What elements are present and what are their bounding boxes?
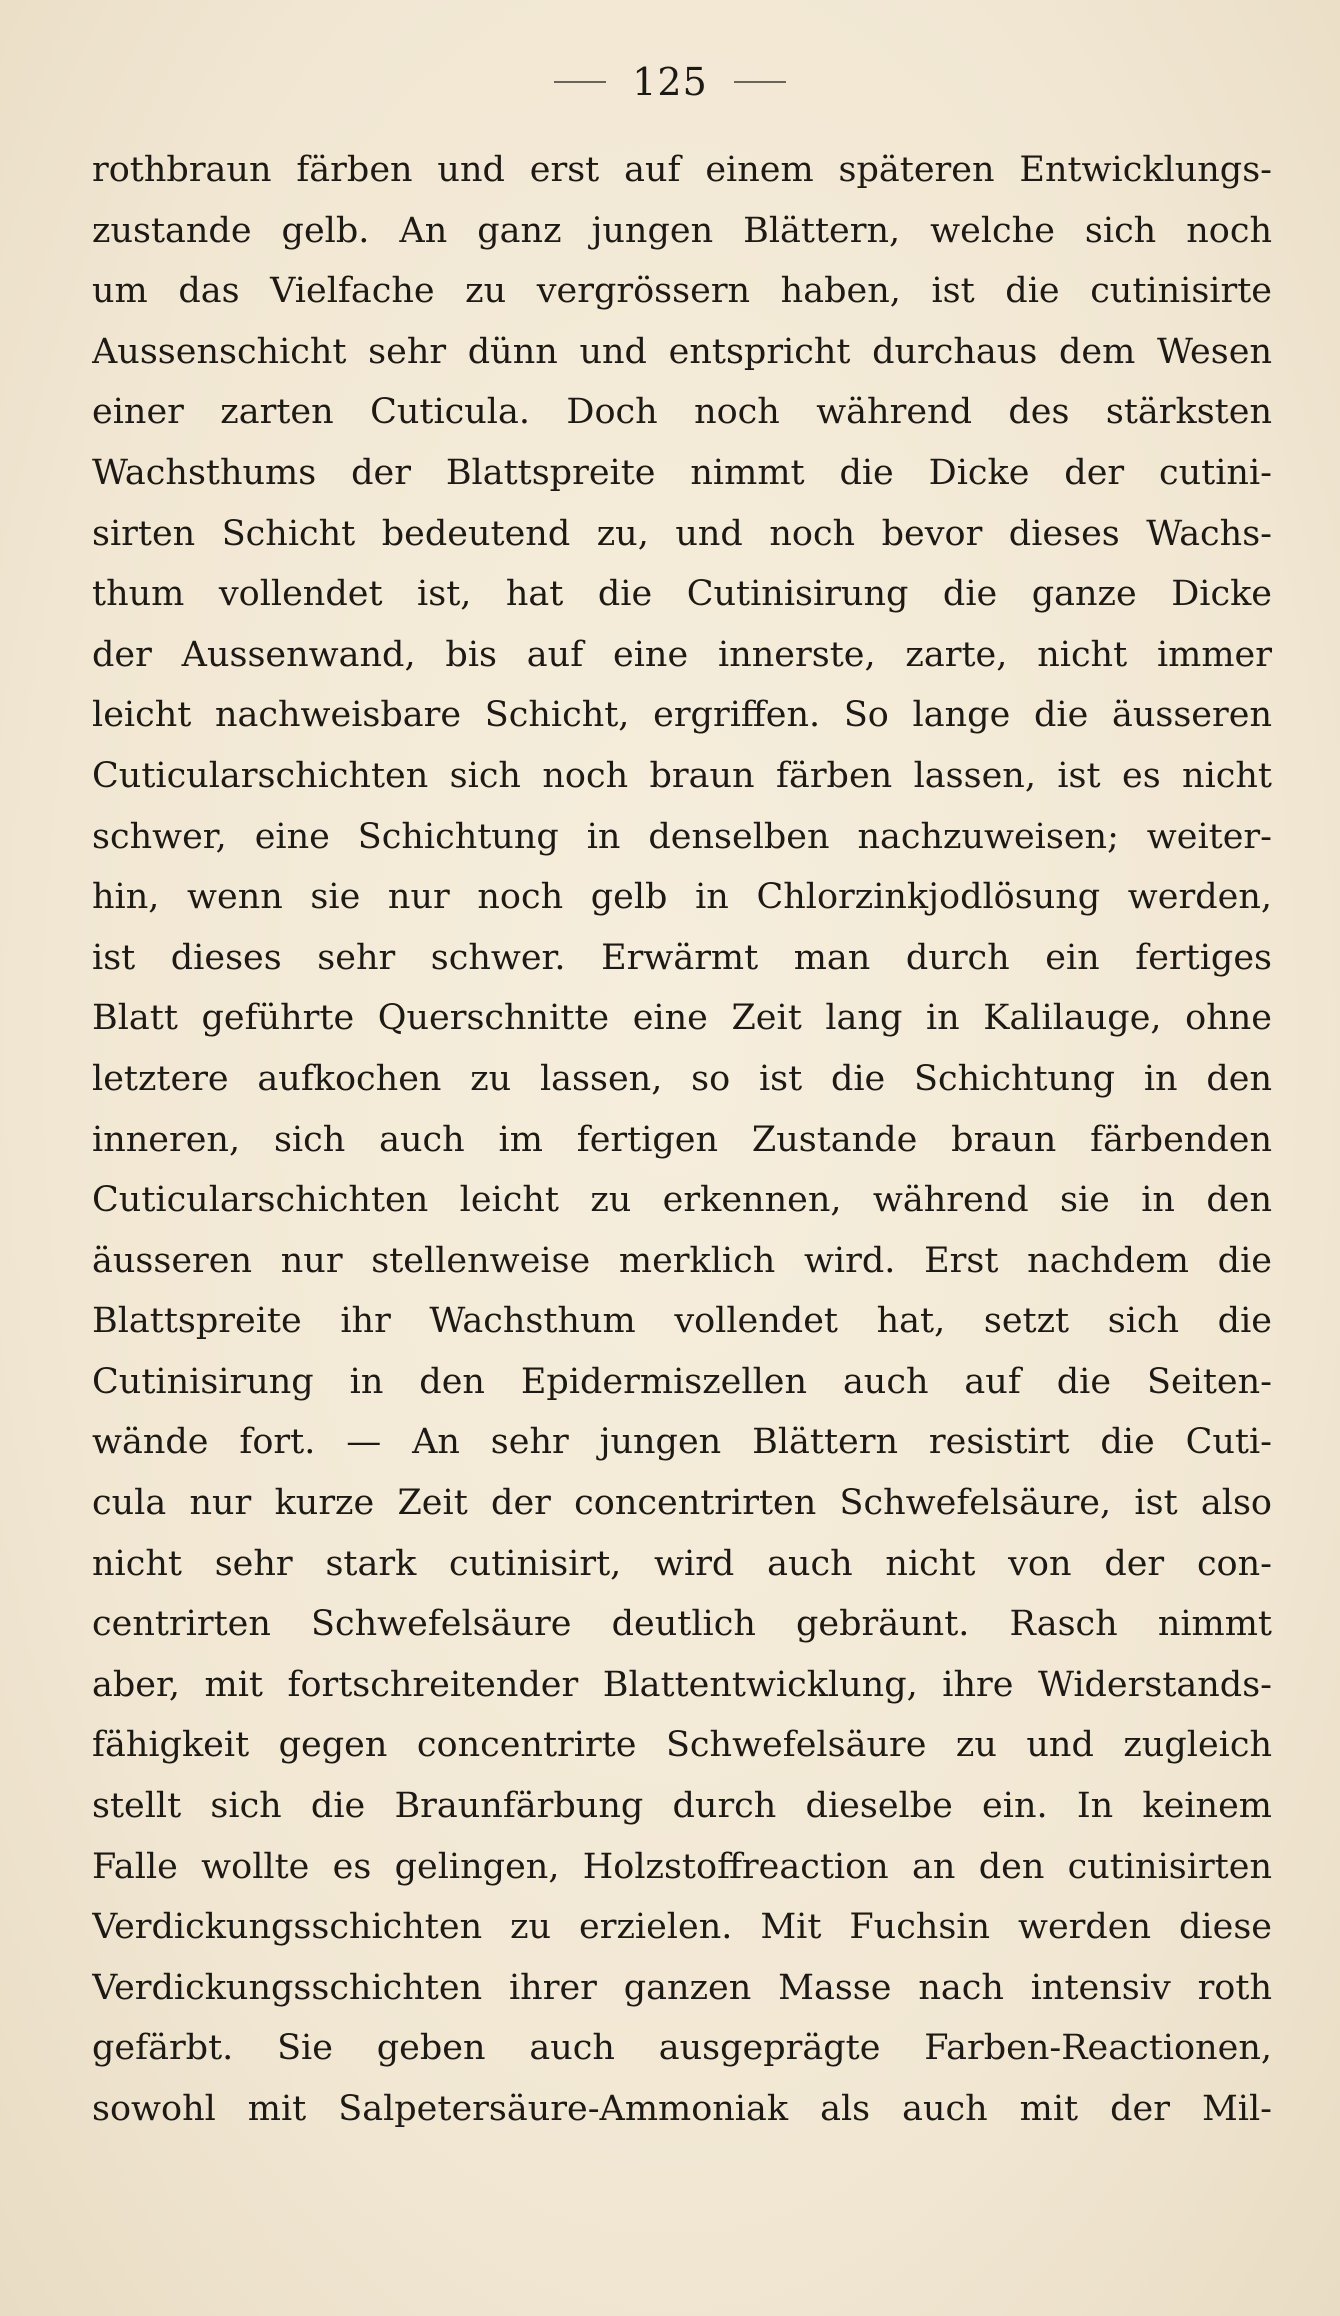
text-line: fähigkeit gegen concentrirte Schwefelsäure zu und zugleich — [92, 1725, 1272, 1766]
text-line: stellt sich die Braunfärbung durch dieselbe ein. In keinem — [92, 1786, 1272, 1827]
text-line: centrirten Schwefelsäure deutlich gebräunt. Rasch nimmt — [92, 1604, 1272, 1645]
text-line: thum vollendet ist, hat die Cutinisirung die ganze Dicke — [92, 574, 1272, 615]
text-line: cula nur kurze Zeit der concentrirten Schwefelsäure, ist also — [92, 1483, 1272, 1524]
text-line: nicht sehr stark cutinisirt, wird auch nicht von der con- — [92, 1543, 1272, 1584]
page-number: 125 — [632, 60, 708, 104]
text-line: gefärbt. Sie geben auch ausgeprägte Farben-Reactionen, — [92, 2028, 1272, 2069]
text-line: Verdickungsschichten zu erzielen. Mit Fuchsin werden diese — [92, 1907, 1272, 1948]
text-line: Falle wollte es gelingen, Holzstoffreaction an den cutinisirten — [92, 1846, 1272, 1887]
header-dash-left — [554, 81, 606, 83]
text-line: rothbraun färben und erst auf einem späteren Entwicklungs- — [92, 150, 1272, 190]
text-line: zustande gelb. An ganz jungen Blättern, welche sich noch — [92, 210, 1272, 251]
text-line: einer zarten Cuticula. Doch noch während des stärksten — [92, 392, 1272, 433]
body-text — [92, 140, 1272, 2140]
text-line: inneren, sich auch im fertigen Zustande braun färbenden — [92, 1119, 1272, 1160]
text-line: letztere aufkochen zu lassen, so ist die Schichtung in den — [92, 1058, 1272, 1099]
header-dash-right — [734, 81, 786, 83]
text-line: schwer, eine Schichtung in denselben nachzuweisen; weiter- — [92, 816, 1272, 857]
text-line: wände fort. — An sehr jungen Blättern resistirt die Cuti- — [92, 1422, 1272, 1463]
text-line: sirten Schicht bedeutend zu, und noch bevor dieses Wachs- — [92, 513, 1272, 554]
text-line: leicht nachweisbare Schicht, ergriffen. So lange die äusseren — [92, 695, 1272, 736]
text-line: Aussenschicht sehr dünn und entspricht durchaus dem Wesen — [92, 331, 1272, 372]
text-line: Cuticularschichten sich noch braun färben lassen, ist es nicht — [92, 755, 1272, 796]
text-line: hin, wenn sie nur noch gelb in Chlorzinkjodlösung werden, — [92, 877, 1272, 918]
text-line: Cuticularschichten leicht zu erkennen, während sie in den — [92, 1180, 1272, 1221]
text-line: der Aussenwand, bis auf eine innerste, zarte, nicht immer — [92, 634, 1272, 675]
text-line: Verdickungsschichten ihrer ganzen Masse nach intensiv roth — [92, 1967, 1272, 2008]
text-line: Cutinisirung in den Epidermiszellen auch auf die Seiten- — [92, 1361, 1272, 1402]
page-header — [0, 52, 1340, 112]
text-line: um das Vielfache zu vergrössern haben, ist die cutinisirte — [92, 271, 1272, 312]
text-line: Blatt geführte Querschnitte eine Zeit lang in Kalilauge, ohne — [92, 998, 1272, 1039]
text-line: äusseren nur stellenweise merklich wird. Erst nachdem die — [92, 1240, 1272, 1281]
text-line: Blattspreite ihr Wachsthum vollendet hat, setzt sich die — [92, 1301, 1272, 1342]
text-line: ist dieses sehr schwer. Erwärmt man durch ein fertiges — [92, 937, 1272, 978]
text-line: Wachsthums der Blattspreite nimmt die Dicke der cutini- — [92, 452, 1272, 493]
text-line: aber, mit fortschreitender Blattentwicklung, ihre Widerstands- — [92, 1664, 1272, 1705]
text-line: sowohl mit Salpetersäure-Ammoniak als auch mit der Mil- — [92, 2089, 1272, 2129]
